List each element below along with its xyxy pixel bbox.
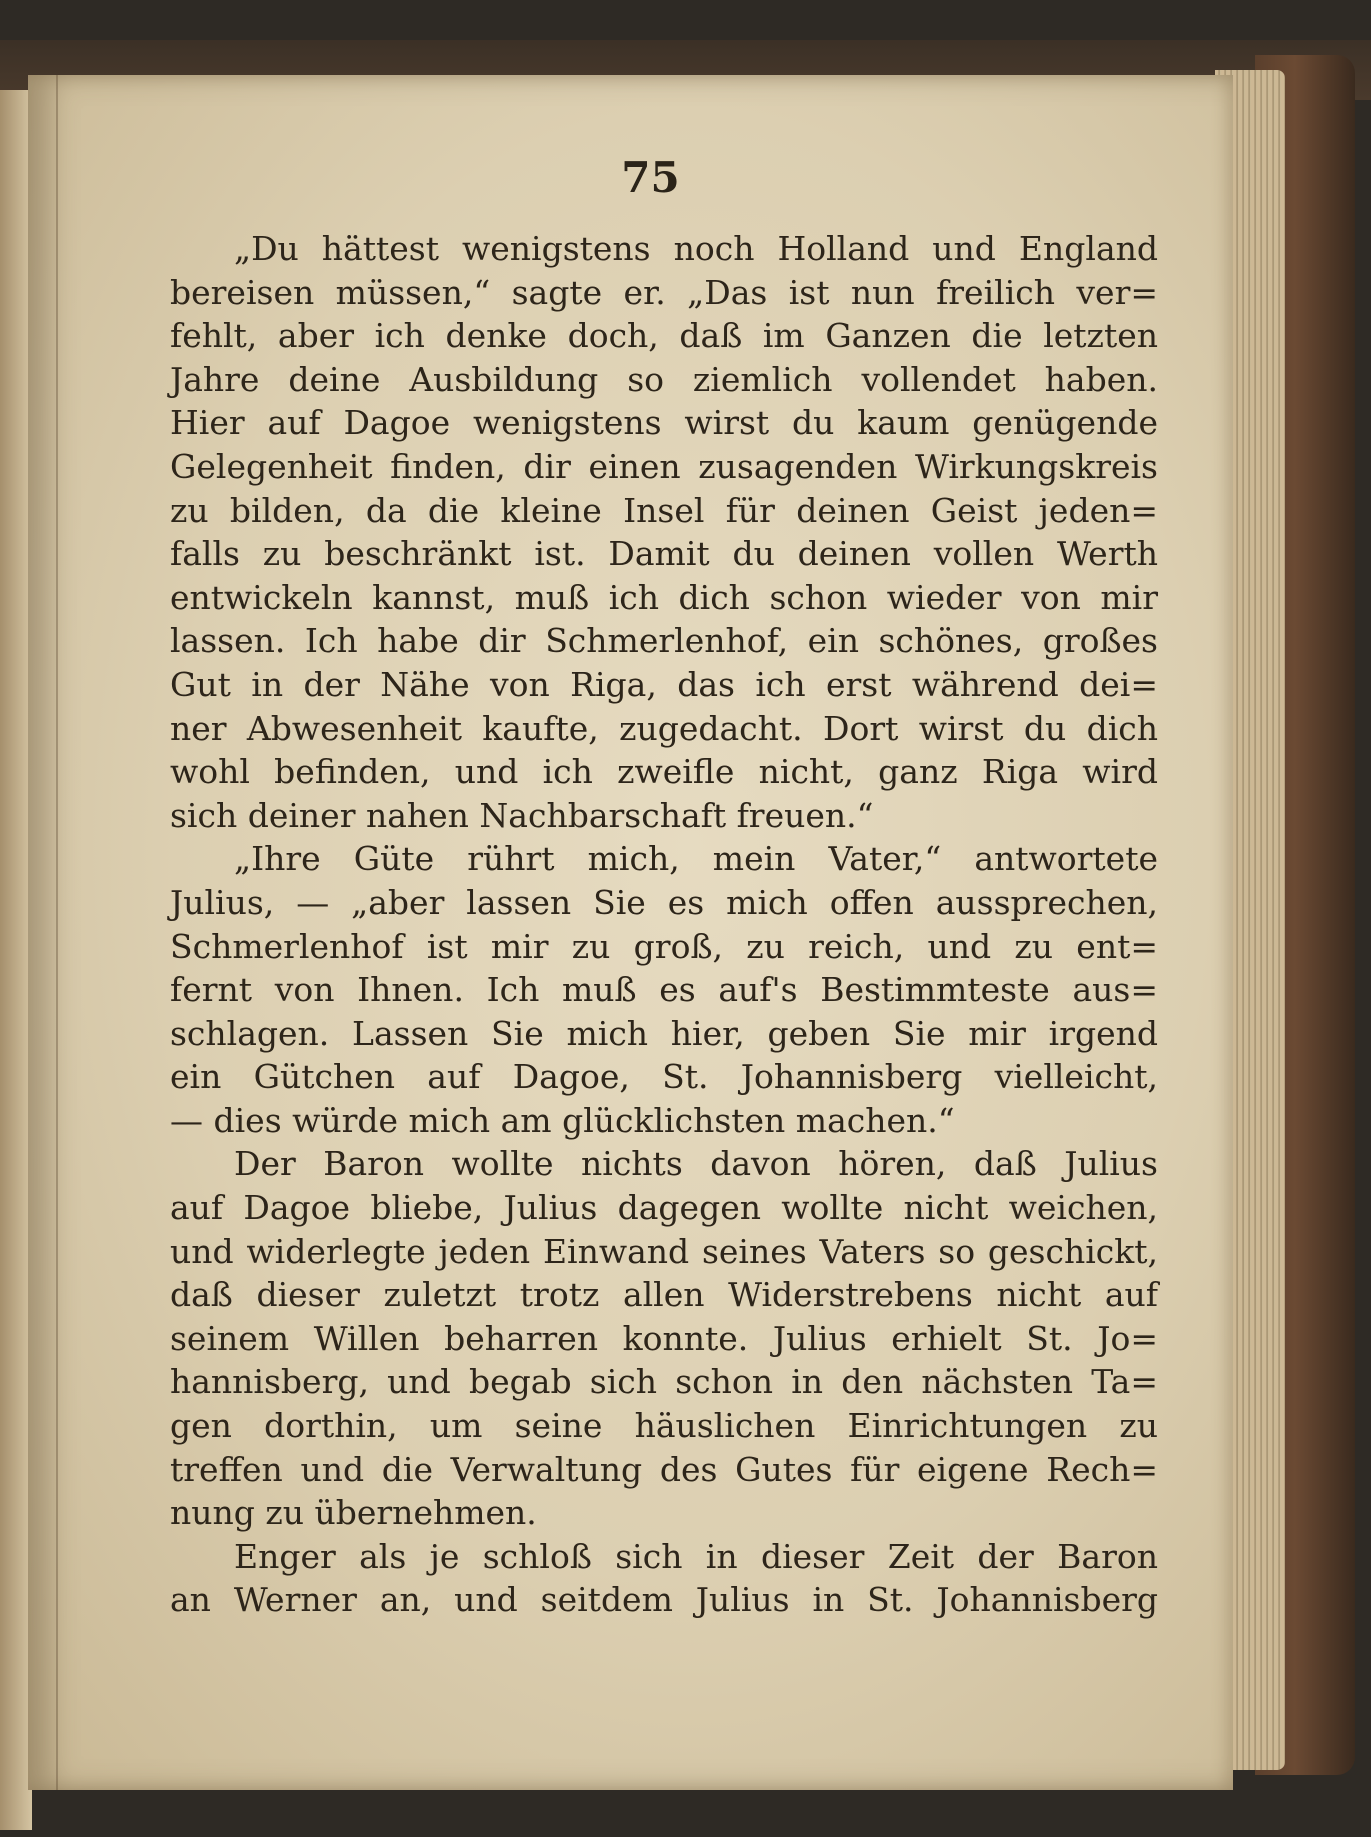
text-line: lassen. Ich habe dir Schmerlenhof, ein schönes, großes bbox=[170, 621, 1158, 661]
text-line: falls zu beschränkt ist. Damit du deinen vollen Werth bbox=[170, 534, 1158, 574]
text-line: „Du hättest wenigstens noch Holland und England bbox=[234, 229, 1158, 268]
text-line: wohl befinden, und ich zweifle nicht, ganz Riga wird bbox=[170, 752, 1158, 792]
text-line: Jahre deine Ausbildung so ziemlich vollendet haben. bbox=[170, 359, 1158, 399]
text-line: schlagen. Lassen Sie mich hier, geben Sie mir irgend bbox=[170, 1013, 1158, 1053]
text-line: auf Dagoe bliebe, Julius dagegen wollte nicht weichen, bbox=[170, 1188, 1158, 1228]
text-line: gen dorthin, um seine häuslichen Einrichtungen zu bbox=[170, 1406, 1158, 1446]
body-text bbox=[170, 227, 1158, 1622]
text-line: — dies würde mich am glücklichsten machen.“ bbox=[170, 1100, 955, 1140]
text-line: ein Gütchen auf Dagoe, St. Johannisberg vielleicht, bbox=[170, 1057, 1158, 1097]
text-line: daß dieser zuletzt trotz allen Widerstrebens nicht auf bbox=[170, 1275, 1158, 1315]
text-line: nung zu übernehmen. bbox=[170, 1493, 537, 1533]
text-line: Julius, — „aber lassen Sie es mich offen aussprechen, bbox=[170, 882, 1158, 922]
text-line: treffen und die Verwaltung des Gutes für eigene Rech= bbox=[170, 1449, 1158, 1489]
text-line: zu bilden, da die kleine Insel für deinen Geist jeden= bbox=[170, 490, 1158, 530]
text-line: bereisen müssen,“ sagte er. „Das ist nun freilich ver= bbox=[170, 272, 1158, 312]
gutter-line bbox=[56, 75, 58, 1790]
text-line: fernt von Ihnen. Ich muß es auf's Bestimmteste aus= bbox=[170, 970, 1158, 1010]
page-number: 75 bbox=[621, 153, 680, 202]
book-page bbox=[28, 75, 1233, 1790]
text-line: und widerlegte jeden Einwand seines Vaters so geschickt, bbox=[170, 1231, 1158, 1271]
text-line: Schmerlenhof ist mir zu groß, zu reich, und zu ent= bbox=[170, 926, 1158, 966]
text-line: „Ihre Güte rührt mich, mein Vater,“ antwortete bbox=[234, 839, 1158, 879]
text-line: hannisberg, und begab sich schon in den nächsten Ta= bbox=[170, 1362, 1158, 1402]
text-line: fehlt, aber ich denke doch, daß im Ganzen die letzten bbox=[170, 316, 1158, 356]
text-line: Hier auf Dagoe wenigstens wirst du kaum genügende bbox=[170, 403, 1158, 443]
text-line: an Werner an, und seitdem Julius in St. Johannisberg bbox=[170, 1580, 1158, 1620]
text-line: entwickeln kannst, muß ich dich schon wieder von mir bbox=[170, 577, 1158, 617]
text-line: Der Baron wollte nichts davon hören, daß Julius bbox=[234, 1144, 1158, 1184]
text-line: seinem Willen beharren konnte. Julius erhielt St. Jo= bbox=[170, 1318, 1158, 1358]
text-line: Enger als je schloß sich in dieser Zeit der Baron bbox=[234, 1536, 1158, 1576]
text-line: Gelegenheit finden, dir einen zusagenden Wirkungskreis bbox=[170, 446, 1158, 486]
text-line: sich deiner nahen Nachbarschaft freuen.“ bbox=[170, 795, 874, 835]
text-line: Gut in der Nähe von Riga, das ich erst während dei= bbox=[170, 664, 1158, 704]
text-line: ner Abwesenheit kaufte, zugedacht. Dort wirst du dich bbox=[170, 708, 1158, 748]
